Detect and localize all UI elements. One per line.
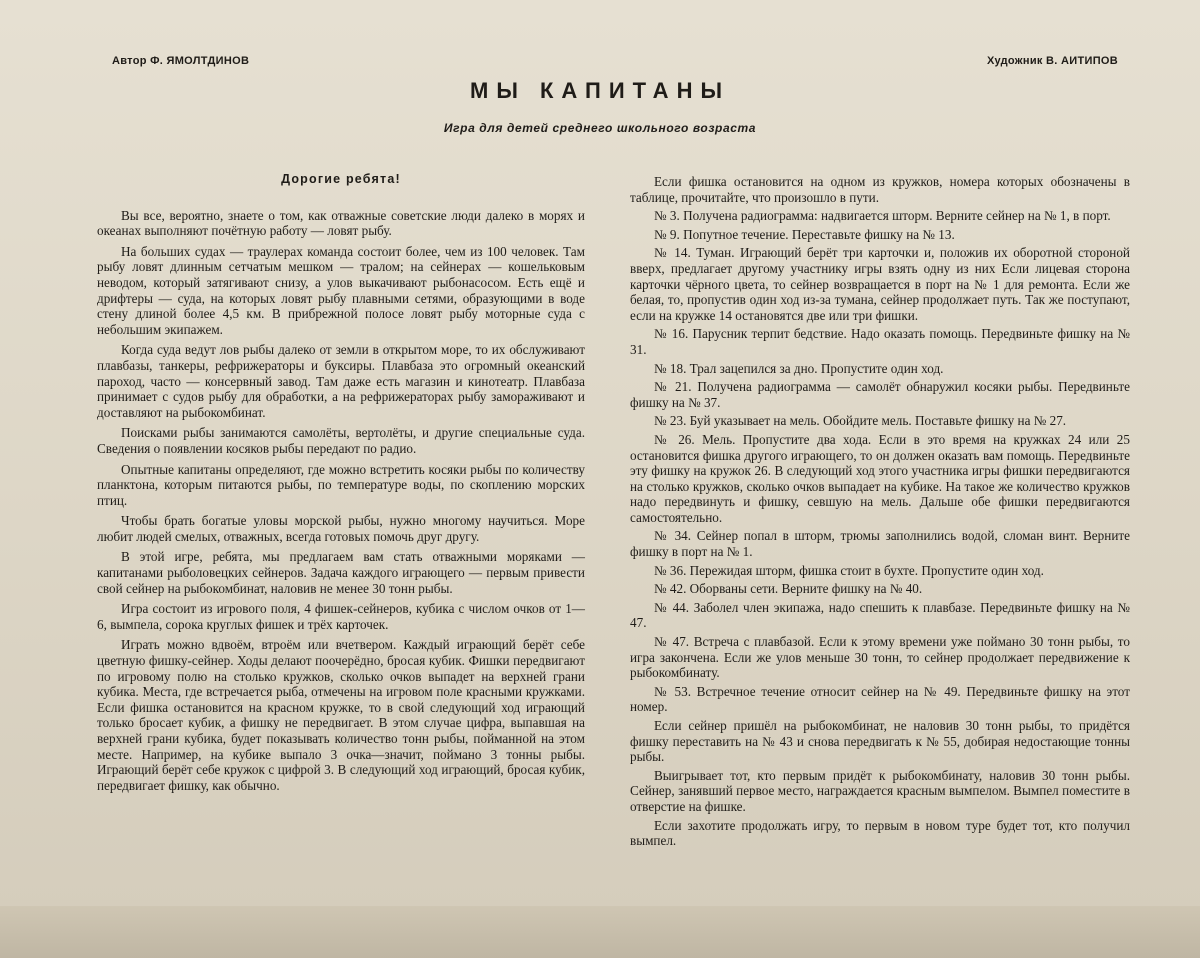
rule-item: № 47. Встреча с плавбазой. Если к этому времени уже поймано 30 тонн рыбы, то игра закончена. Если же улов меньше 30 тонн, то сейнер продолжает передвижение к рыбокомбинату. — [630, 634, 1130, 681]
rule-item: № 53. Встречное течение относит сейнер на № 49. Передвиньте фишку на этот номер. — [630, 683, 1130, 715]
page-title: МЫ КАПИТАНЫ — [470, 78, 730, 103]
rule-item: № 26. Мель. Пропустите два хода. Если в это время на кружках 24 или 25 остановится фишка другого играющего, то он должен оказать вам помощь. Передвиньте эту фишку на кружок 26. В следующий ход этого участника игры фишки передвигаются на столько кружков, сколько очков выпадает на кубике. На такое же количество кружков надо передвинуть и фишку, севшую на мель. Дальше обе фишки передвигаются самостоятельно. — [630, 431, 1130, 525]
paragraph: Вы все, вероятно, знаете о том, как отважные советские люди далеко в морях и океанах выполняют почётную работу — ловят рыбу. — [97, 207, 585, 239]
paragraph: Играть можно вдвоём, втроём или вчетвером. Каждый играющий берёт себе цветную фишку-сейнер. Ходы делают поочерёдно, бросая кубик. Фишки передвигают по игровому полю на столько кружков, сколько очков выпадет на верхней грани кубика. Места, где встречается рыба, отмечены на игровом поле красными кружками. Если фишка остановится на красном кружке, то в свой следующий ход играющий только бросает кубик, а фишку не передвигает. В этом случае цифра, выпавшая на верхней грани кубика, будет показывать количество тонн рыбы, пойманной на этом месте. Например, на кубике выпало 3 очка—значит, поймано 3 тонны рыбы. Играющий берёт себе кружок с цифрой 3. В следующий ход играющий, бросая кубик, передвигает фишку, как обычно. — [97, 637, 585, 793]
artist-credit: Художник В. АИТИПОВ — [987, 55, 1118, 67]
paragraph: В этой игре, ребята, мы предлагаем вам стать отважными моряками — капитанами рыболовецких сейнеров. Задача каждого играющего — первым привести свой сейнер на рыбокомбинат, наловив не менее 30 тонн рыбы. — [97, 549, 585, 596]
greeting-heading: Дорогие ребята! — [281, 172, 401, 186]
rule-item: № 34. Сейнер попал в шторм, трюмы заполнились водой, сломан винт. Верните фишку в порт на № 1. — [630, 528, 1130, 560]
rule-item: № 18. Трал зацепился за дно. Пропустите один ход. — [654, 360, 944, 376]
paragraph: Если фишка остановится на одном из кружков, номера которых обозначены в таблице, прочитайте, что произошло в пути. — [630, 174, 1130, 205]
paragraph: Опытные капитаны определяют, где можно встретить косяки рыбы по количеству планктона, которым питаются рыбы, по температуре воды, по скоплению морских птиц. — [97, 461, 585, 508]
rule-item: № 21. Получена радиограмма — самолёт обнаружил косяки рыбы. Передвиньте фишку на № 37. — [630, 379, 1130, 410]
page-fold-edge — [0, 906, 1200, 958]
rule-item: № 23. Буй указывает на мель. Обойдите мель. Поставьте фишку на № 27. — [654, 413, 1067, 429]
paragraph: Когда суда ведут лов рыбы далеко от земли в открытом море, то их обслуживают плавбазы, танкеры, рефрижераторы и буксиры. Плавбаза это огромный океанский пароход, часто — консервный завод. Там даже есть магазин и кинотеатр. Плавбаза принимает с судов рыбу для обработки, а на рефрижераторах рыбу замораживают и доставляют на рыбокомбинат. — [97, 342, 585, 420]
rule-item: № 14. Туман. Играющий берёт три карточки и, положив их оборотной стороной вверх, предлагает другому участнику игры взять одну из них Если лицевая сторона карточки чёрного цвета, то сейнер возвращается в порт на № 1 для ремонта. Если же белая, то, пропустив один ход из-за тумана, сейнер продолжает путь. Так же поступают, если на кружке 14 остановятся две или три фишки. — [630, 245, 1130, 323]
paragraph: Если сейнер пришёл на рыбокомбинат, не наловив 30 тонн рыбы, то придётся фишку переставить на № 43 и снова передвигать к № 55, добирая недостающие тонны рыбы. — [630, 718, 1130, 765]
right-column — [630, 174, 1130, 852]
paragraph: Выигрывает тот, кто первым придёт к рыбокомбинату, наловив 30 тонн рыбы. Сейнер, занявший первое место, награждается красным вымпелом. Вымпел поместите в отверстие на фишке. — [630, 767, 1130, 814]
paragraph: Игра состоит из игрового поля, 4 фишек-сейнеров, кубика с числом очков от 1—6, вымпела, сорока круглых фишек и трёх карточек. — [97, 601, 585, 632]
rule-item: № 3. Получена радиограмма: надвигается шторм. Верните сейнер на № 1, в порт. — [654, 208, 1111, 224]
paragraph: Если захотите продолжать игру, то первым в новом туре будет тот, кто получил вымпел. — [630, 817, 1130, 849]
page-subtitle: Игра для детей среднего школьного возраста — [443, 121, 757, 135]
rule-item: № 16. Парусник терпит бедствие. Надо оказать помощь. Передвиньте фишку на № 31. — [630, 326, 1130, 357]
rule-item: № 42. Оборваны сети. Верните фишку на № 40. — [654, 581, 923, 597]
rule-item: № 44. Заболел член экипажа, надо спешить к плавбазе. Передвиньте фишку на № 47. — [630, 599, 1130, 631]
paragraph: На больших судах — траулерах команда состоит более, чем из 100 человек. Там рыбу ловят длинным сетчатым мешком — тралом; на сейнерах — кошельковым неводом, который затягивают снизу, а улов выкачивают рыбонасосом. Есть ещё и дрифтеры — суда, на которых ловят рыбу плавными сетями, образующими в воде стену длиной более 4,5 км. В прибрежной полосе ловят рыбу моторные суда с небольшим экипажем. — [97, 243, 585, 337]
left-column — [97, 172, 585, 798]
paragraph: Поисками рыбы занимаются самолёты, вертолёты, и другие специальные суда. Сведения о появлении косяков рыбы передают по радио. — [97, 425, 585, 456]
rule-item: № 9. Попутное течение. Переставьте фишку на № 13. — [654, 226, 955, 242]
rule-item: № 36. Пережидая шторм, фишка стоит в бухте. Пропустите один ход. — [654, 562, 1044, 578]
author-credit: Автор Ф. ЯМОЛТДИНОВ — [112, 55, 250, 67]
paragraph: Чтобы брать богатые уловы морской рыбы, нужно многому научиться. Море любит людей смелых, отважных, всегда готовых помочь друг другу. — [97, 513, 585, 544]
